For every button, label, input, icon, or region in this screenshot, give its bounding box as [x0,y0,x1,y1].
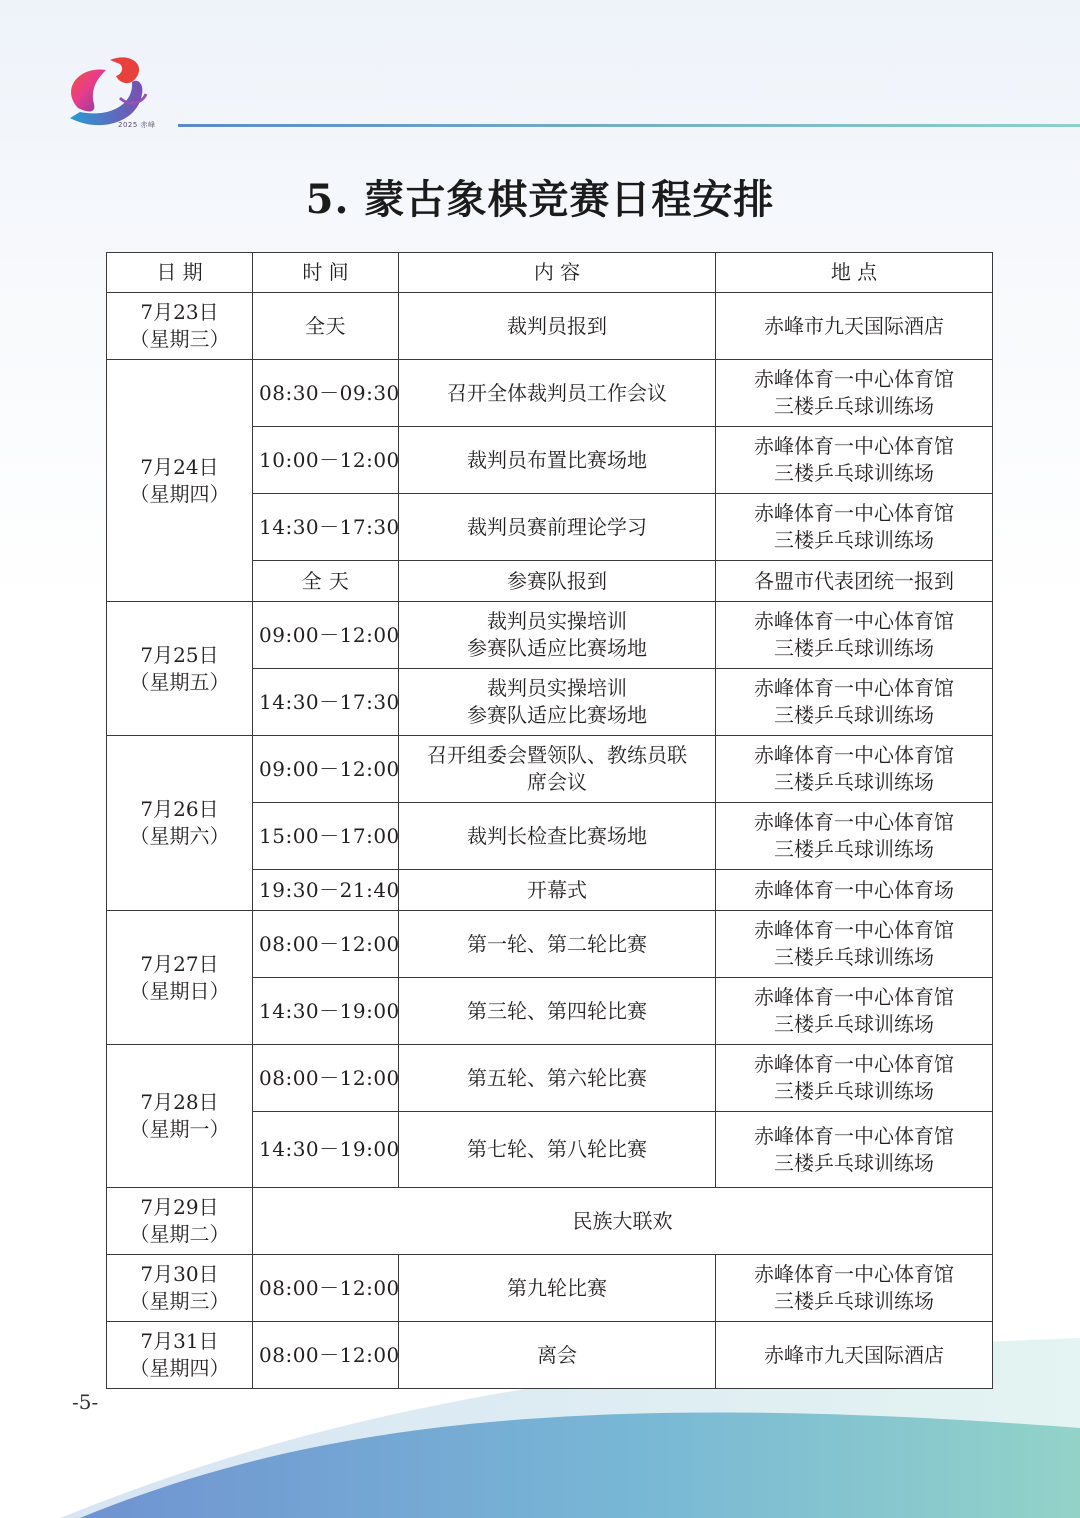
date-label: 7月27日 [140,951,219,976]
place-line: 赤峰体育一中心体育馆 [754,1262,954,1286]
content-cell [399,669,716,736]
weekday-label: （星期二） [129,1222,230,1246]
place-cell [716,803,993,870]
logo-emblem [50,48,180,140]
content-cell: 召开全体裁判员工作会议 [399,360,716,427]
content-line: 召开组委会暨领队、教练员联 [427,743,687,767]
time-cell: 08:00－12:00 [253,911,399,978]
content-cell: 第七轮、第八轮比赛 [399,1112,716,1188]
place-line: 三楼乒乓球训练场 [774,770,934,794]
time-cell: 08:00－12:00 [253,1045,399,1112]
place-line: 三楼乒乓球训练场 [774,837,934,861]
time-cell: 14:30－19:00 [253,1112,399,1188]
schedule-table [106,252,993,1389]
content-line: 裁判员实操培训 [487,676,627,700]
place-cell [716,736,993,803]
content-cell: 参赛队报到 [399,561,716,602]
place-line: 赤峰体育一中心体育馆 [754,434,954,458]
time-cell: 09:00－12:00 [253,736,399,803]
table-row [107,1255,993,1322]
weekday-label: （星期六） [129,824,230,848]
time-cell: 15:00－17:00 [253,803,399,870]
place-cell [716,1255,993,1322]
content-cell [399,602,716,669]
place-line: 三楼乒乓球训练场 [774,461,934,485]
content-cell [399,736,716,803]
date-label: 7月31日 [140,1329,219,1353]
place-cell [716,911,993,978]
time-cell: 14:30－17:30 [253,669,399,736]
place-cell [716,669,993,736]
logo-year-text: 2025 赤峰 [118,121,156,129]
table-row [107,1322,993,1389]
time-cell: 08:00－12:00 [253,1255,399,1322]
column-header-time: 时 间 [253,253,399,293]
place-line: 赤峰体育一中心体育馆 [754,743,954,767]
place-line: 三楼乒乓球训练场 [774,1150,934,1175]
time-cell: 08:30－09:30 [253,360,399,427]
date-label: 7月28日 [140,1090,219,1114]
content-cell: 裁判员赛前理论学习 [399,494,716,561]
content-cell: 裁判长检查比赛场地 [399,803,716,870]
date-cell [107,293,253,360]
weekday-label: （星期日） [129,978,230,1003]
content-cell: 裁判员报到 [399,293,716,360]
place-line: 三楼乒乓球训练场 [774,636,934,660]
place-cell: 赤峰市九天国际酒店 [716,293,993,360]
time-cell: 全 天 [253,561,399,602]
column-header-place: 地 点 [716,253,993,293]
place-line: 三楼乒乓球训练场 [774,1079,934,1103]
place-line: 三楼乒乓球训练场 [774,528,934,552]
date-label: 7月24日 [140,454,219,479]
time-cell: 09:00－12:00 [253,602,399,669]
content-line: 参赛队适应比赛场地 [467,703,647,727]
date-cell [107,911,253,1045]
content-cell: 开幕式 [399,870,716,911]
place-line: 赤峰体育一中心体育馆 [754,1123,954,1148]
weekday-label: （星期四） [129,481,230,506]
place-line: 三楼乒乓球训练场 [774,945,934,969]
date-label: 7月26日 [140,797,219,821]
table-row [107,360,993,427]
content-cell: 裁判员布置比赛场地 [399,427,716,494]
place-line: 三楼乒乓球训练场 [774,394,934,418]
date-cell [107,1188,253,1255]
place-line: 赤峰体育一中心体育馆 [754,918,954,942]
date-label: 7月30日 [140,1262,219,1286]
date-label: 7月25日 [140,642,219,667]
place-cell: 赤峰体育一中心体育场 [716,870,993,911]
table-row [107,293,993,360]
time-cell: 14:30－17:30 [253,494,399,561]
content-cell: 第九轮比赛 [399,1255,716,1322]
content-line: 席会议 [527,770,587,794]
weekday-label: （星期四） [129,1356,230,1380]
place-cell [716,494,993,561]
place-cell [716,602,993,669]
table-row [107,1188,993,1255]
table-row [107,911,993,978]
date-cell [107,1045,253,1188]
content-line: 裁判员实操培训 [487,609,627,633]
place-cell [716,1045,993,1112]
date-cell [107,602,253,736]
content-line: 参赛队适应比赛场地 [467,636,647,660]
header-rule [178,124,1080,127]
place-line: 三楼乒乓球训练场 [774,703,934,727]
place-line: 三楼乒乓球训练场 [774,1289,934,1313]
date-cell [107,1322,253,1389]
place-cell [716,978,993,1045]
place-cell [716,360,993,427]
date-label: 7月23日 [140,300,219,324]
place-cell: 赤峰市九天国际酒店 [716,1322,993,1389]
time-cell: 08:00－12:00 [253,1322,399,1389]
page-title: 5. 蒙古象棋竞赛日程安排 [305,176,775,223]
content-cell: 第三轮、第四轮比赛 [399,978,716,1045]
time-cell: 10:00－12:00 [253,427,399,494]
place-line: 赤峰体育一中心体育馆 [754,1052,954,1076]
date-cell [107,736,253,911]
table-row [107,736,993,803]
weekday-label: （星期三） [129,327,230,351]
place-cell [716,427,993,494]
column-header-date: 日 期 [107,253,253,293]
place-line: 三楼乒乓球训练场 [774,1012,934,1036]
date-label: 7月29日 [140,1195,219,1219]
place-line: 赤峰体育一中心体育馆 [754,501,954,525]
place-line: 赤峰体育一中心体育馆 [754,676,954,700]
merged-event-cell: 民族大联欢 [253,1188,993,1255]
column-header-content: 内 容 [399,253,716,293]
place-line: 赤峰体育一中心体育馆 [754,367,954,391]
weekday-label: （星期一） [129,1117,230,1141]
place-cell: 各盟市代表团统一报到 [716,561,993,602]
weekday-label: （星期三） [129,1289,230,1313]
place-cell [716,1112,993,1188]
content-cell: 离会 [399,1322,716,1389]
weekday-label: （星期五） [129,669,230,694]
content-cell: 第一轮、第二轮比赛 [399,911,716,978]
place-line: 赤峰体育一中心体育馆 [754,609,954,633]
time-cell: 19:30－21:40 [253,870,399,911]
date-cell [107,1255,253,1322]
page-number: -5- [72,1390,99,1414]
time-cell: 全天 [253,293,399,360]
content-cell: 第五轮、第六轮比赛 [399,1045,716,1112]
date-cell [107,360,253,602]
table-row [107,1045,993,1112]
table-header-row [107,253,993,293]
place-line: 赤峰体育一中心体育馆 [754,985,954,1009]
time-cell: 14:30－19:00 [253,978,399,1045]
place-line: 赤峰体育一中心体育馆 [754,810,954,834]
table-row [107,602,993,669]
